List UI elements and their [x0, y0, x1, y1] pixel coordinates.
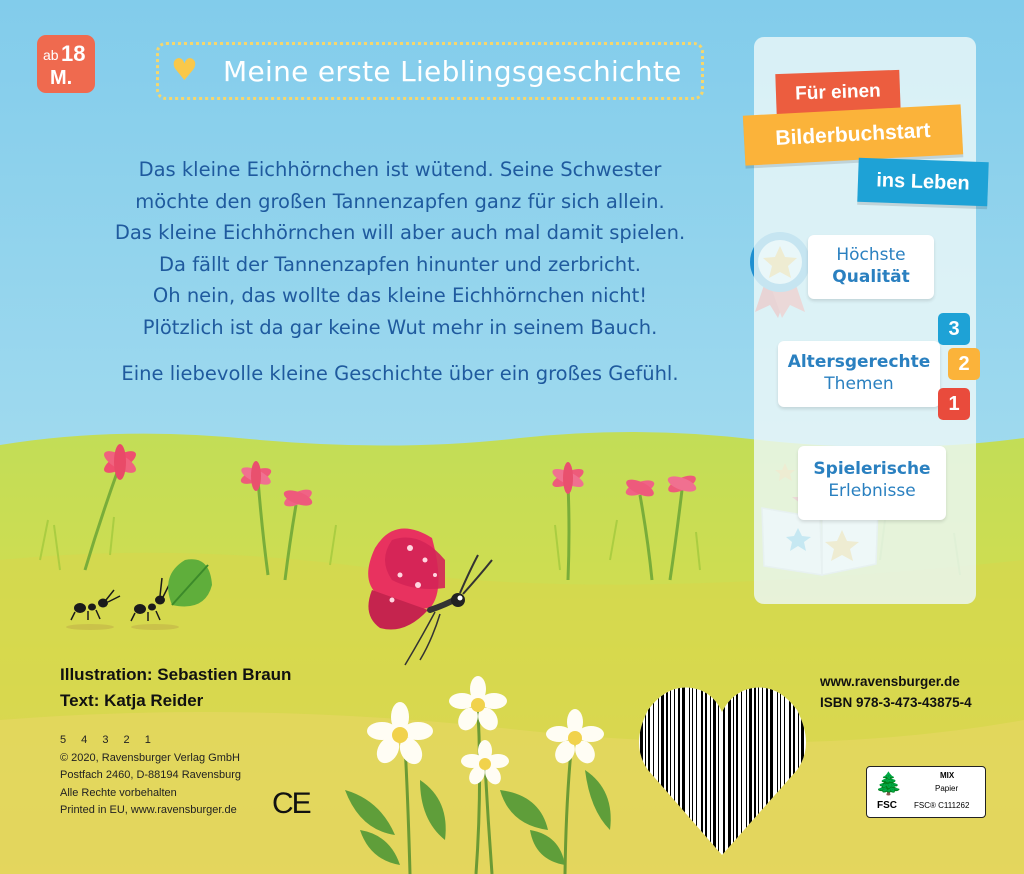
fsc-text: FSC	[877, 800, 897, 811]
age-number: 18	[61, 41, 86, 66]
feature-play-line2: Erlebnisse	[828, 481, 916, 501]
blurb-line: Da fällt der Tannenzapfen hinunter und zerbricht.	[159, 252, 641, 276]
age-badge	[37, 35, 95, 93]
banner-line-1: Für einen	[775, 70, 900, 116]
isbn: ISBN 978-3-473-43875-4	[820, 695, 972, 710]
publisher-info	[60, 732, 241, 820]
feature-themes-line1: Altersgerechte	[787, 352, 931, 372]
fsc-mix: MIX	[940, 771, 955, 780]
blurb-line: Das kleine Eichhörnchen will aber auch mal damit spielen.	[114, 221, 686, 244]
series-title: Meine erste Lieblingsgeschichte	[223, 55, 682, 88]
fsc-code: FSC® C111262	[914, 801, 970, 810]
blurb-text	[60, 154, 740, 390]
heart-icon: ♥	[171, 53, 198, 88]
blurb-line: Plötzlich ist da gar keine Wut mehr in seinem Bauch.	[142, 315, 658, 339]
publisher-line: Postfach 2460, D-88194 Ravensburg	[60, 769, 242, 781]
series-title-frame	[156, 42, 704, 100]
ce-mark: CE	[272, 787, 310, 820]
text-credit: Text: Katja Reider	[60, 691, 204, 710]
blurb-line: Oh nein, das wollte das kleine Eichhörnchen nicht!	[152, 284, 648, 307]
illustration-credit: Illustration: Sebastien Braun	[60, 665, 292, 684]
feature-play-line1: Spielerische	[813, 459, 931, 479]
web-isbn	[820, 671, 972, 713]
fsc-paper: Papier	[935, 784, 959, 793]
publisher-line: Printed in EU, www.ravensburger.de	[60, 804, 237, 816]
feature-quality	[808, 235, 934, 299]
publisher-line: Alle Rechte vorbehalten	[60, 786, 177, 799]
number-block-2: 2	[948, 348, 980, 380]
blurb-line: Das kleine Eichhörnchen ist wütend. Seine Schwester	[138, 158, 662, 181]
credits	[60, 662, 291, 714]
number-block-1: 1	[938, 388, 970, 420]
fsc-label	[866, 766, 986, 818]
website: www.ravensburger.de	[820, 674, 960, 689]
age-unit: M.	[50, 67, 73, 89]
tagline: Eine liebevolle kleine Geschichte über ein großes Gefühl.	[121, 362, 679, 385]
feature-quality-line2: Qualität	[832, 267, 910, 287]
banner-line-3: ins Leben	[857, 158, 988, 207]
feature-quality-line1: Höchste	[836, 245, 906, 265]
feature-themes	[778, 341, 940, 407]
blurb-line: möchte den großen Tannenzapfen ganz für sich allein.	[135, 189, 665, 213]
edition-line: 5 4 3 2 1	[60, 734, 157, 746]
age-prefix: ab	[43, 47, 59, 63]
tree-icon: 🌲	[875, 771, 903, 796]
banner-line-2: Bilderbuchstart	[743, 104, 963, 165]
number-block-3: 3	[938, 313, 970, 345]
feature-themes-line2: Themen	[824, 374, 894, 394]
feature-play	[798, 446, 946, 520]
publisher-line: © 2020, Ravensburger Verlag GmbH	[60, 751, 240, 764]
